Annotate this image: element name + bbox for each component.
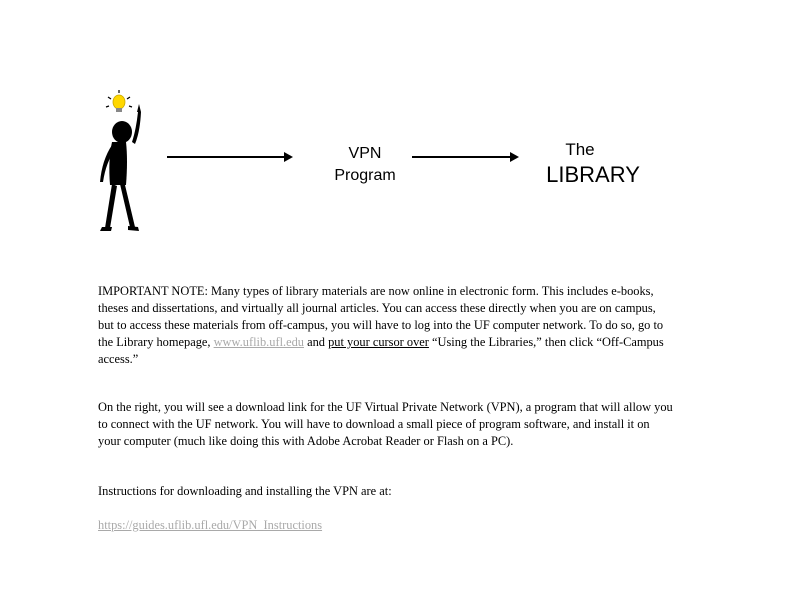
vpn-program-label xyxy=(310,143,420,187)
arrow-to-library xyxy=(412,156,517,158)
library-homepage-link[interactable]: www.uflib.ufl.edu xyxy=(213,334,304,349)
cursor-over-underlined: put your cursor over xyxy=(328,334,429,349)
note-text-1: IMPORTANT NOTE: Many types of library materials are now online in electronic form. This includes e-books, theses and dissertations, and virtually all journal articles. You can access these directly when you are on campus, but to access these materials from off-campus, you will have to log into the UF computer network. To do so, go to the Library homepage, xyxy=(98,284,664,349)
program-line: Program xyxy=(334,167,396,184)
stick-figure-lightbulb-icon xyxy=(92,90,156,235)
important-note-paragraph xyxy=(98,283,673,368)
instructions-text: Instructions for downloading and installing the VPN are at: xyxy=(98,484,392,498)
note-text-3: “Using the Libraries,” then click “Off-Campus access.” xyxy=(98,334,664,366)
the-label: The xyxy=(565,140,595,159)
arrow-to-vpn xyxy=(167,156,291,158)
arrowhead-icon xyxy=(284,152,293,162)
library-label: LIBRARY xyxy=(546,162,640,187)
vpn-download-paragraph: On the right, you will see a download link for the UF Virtual Private Network (VPN), a program that will allow you to connect with the UF network. You will have to download a small piece of program software, and install it on your computer (much like doing this with Adobe Acrobat Reader or Flash on a PC). xyxy=(98,400,673,448)
vpn-line: VPN xyxy=(348,145,382,162)
vpn-instructions-link[interactable]: https://guides.uflib.ufl.edu/VPN_Instructions xyxy=(98,518,323,532)
note-text-2: and xyxy=(304,334,329,349)
arrowhead-icon xyxy=(510,152,519,162)
